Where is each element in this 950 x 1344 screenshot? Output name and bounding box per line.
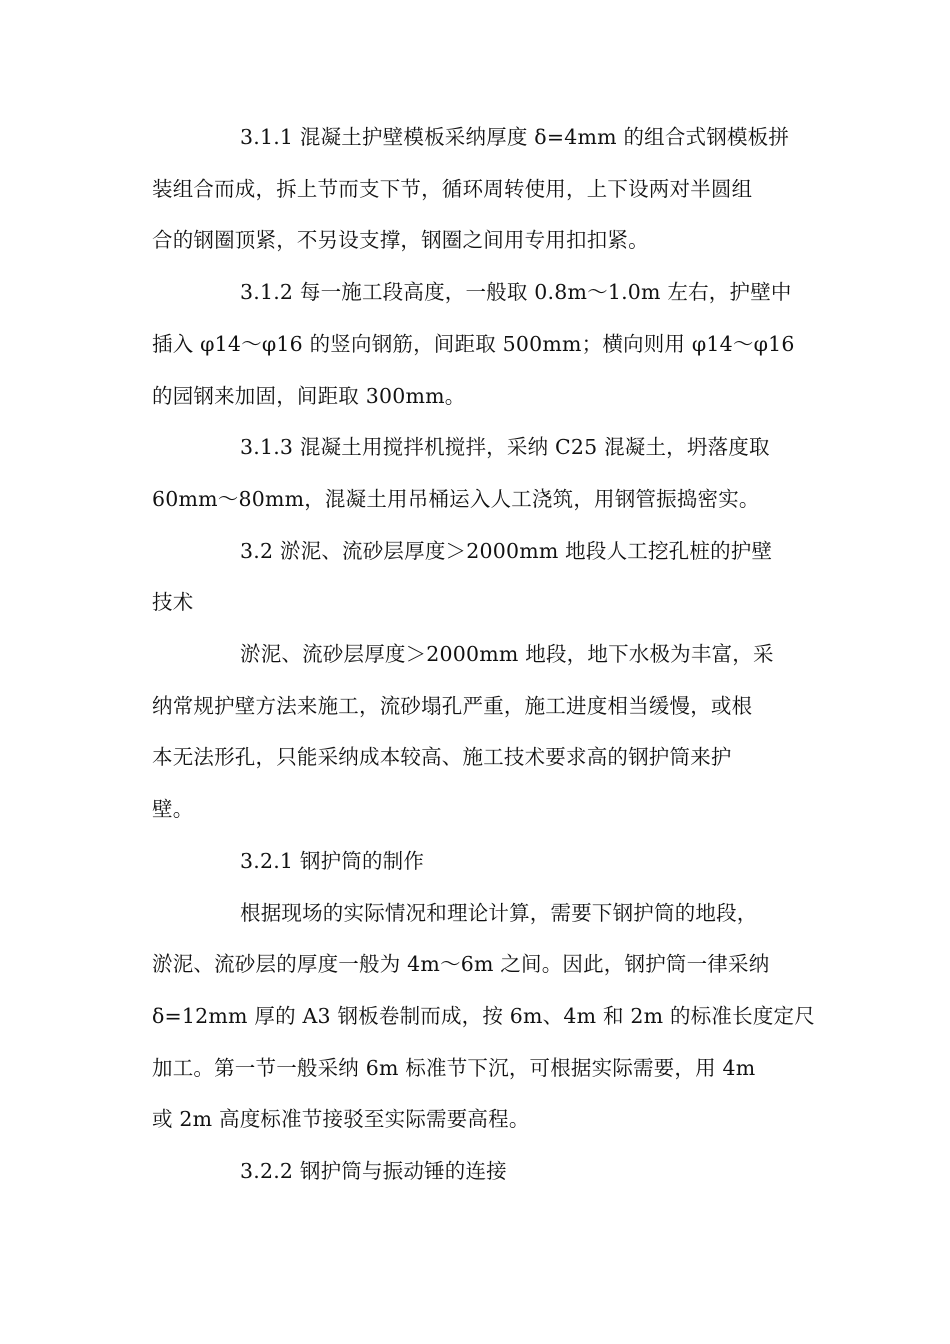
- paragraph-silt-line-2: 纳常规护壁方法来施工，流砂塌孔严重，施工进度相当缓慢，或根: [152, 693, 753, 718]
- heading-3-2-line-1: 3.2 淤泥、流砂层厚度＞2000mm 地段人工挖孔桩的护壁: [240, 538, 773, 563]
- paragraph-steel-casing-line-3: δ=12mm 厚的 A3 钢板卷制而成，按 6m、4m 和 2m 的标准长度定尺: [152, 1003, 815, 1028]
- paragraph-steel-casing-line-2: 淤泥、流砂层的厚度一般为 4m～6m 之间。因此，钢护筒一律采纳: [152, 952, 770, 977]
- paragraph-steel-casing-line-5: 或 2m 高度标准节接驳至实际需要高程。: [152, 1107, 530, 1132]
- paragraph-3-1-1-line-2: 装组合而成，拆上节而支下节，循环周转使用，上下设两对半圆组: [152, 176, 753, 201]
- paragraph-3-1-2-line-1: 3.1.2 每一施工段高度，一般取 0.8m～1.0m 左右，护壁中: [240, 280, 792, 305]
- paragraph-steel-casing-line-4: 加工。第一节一般采纳 6m 标准节下沉，可根据实际需要，用 4m: [152, 1055, 756, 1080]
- heading-3-2-line-2: 技术: [152, 590, 194, 615]
- heading-3-2-1: 3.2.1 钢护筒的制作: [240, 848, 425, 873]
- paragraph-steel-casing-line-1: 根据现场的实际情况和理论计算，需要下钢护筒的地段，: [240, 900, 758, 925]
- paragraph-3-1-3-line-1: 3.1.3 混凝土用搅拌机搅拌，采纳 C25 混凝土，坍落度取: [240, 435, 770, 460]
- paragraph-silt-line-3: 本无法形孔，只能采纳成本较高、施工技术要求高的钢护筒来护: [152, 745, 732, 770]
- paragraph-3-1-2-line-3: 的园钢来加固，间距取 300mm。: [152, 383, 466, 408]
- paragraph-3-1-1-line-1: 3.1.1 混凝土护壁模板采纳厚度 δ=4mm 的组合式钢模板拼: [240, 125, 790, 149]
- paragraph-3-1-1-line-3: 合的钢圈顶紧，不另设支撑，钢圈之间用专用扣扣紧。: [152, 228, 649, 253]
- paragraph-silt-line-1: 淤泥、流砂层厚度＞2000mm 地段，地下水极为丰富，采: [240, 642, 774, 666]
- paragraph-3-1-3-line-2: 60mm～80mm，混凝土用吊桶运入人工浇筑，用钢管振捣密实。: [152, 486, 760, 511]
- heading-3-2-2: 3.2.2 钢护筒与振动锤的连接: [240, 1159, 507, 1183]
- paragraph-3-1-2-line-2: 插入 φ14～φ16 的竖向钢筋，间距取 500mm；横向则用 φ14～φ16: [152, 331, 795, 356]
- paragraph-silt-line-4: 壁。: [152, 797, 194, 822]
